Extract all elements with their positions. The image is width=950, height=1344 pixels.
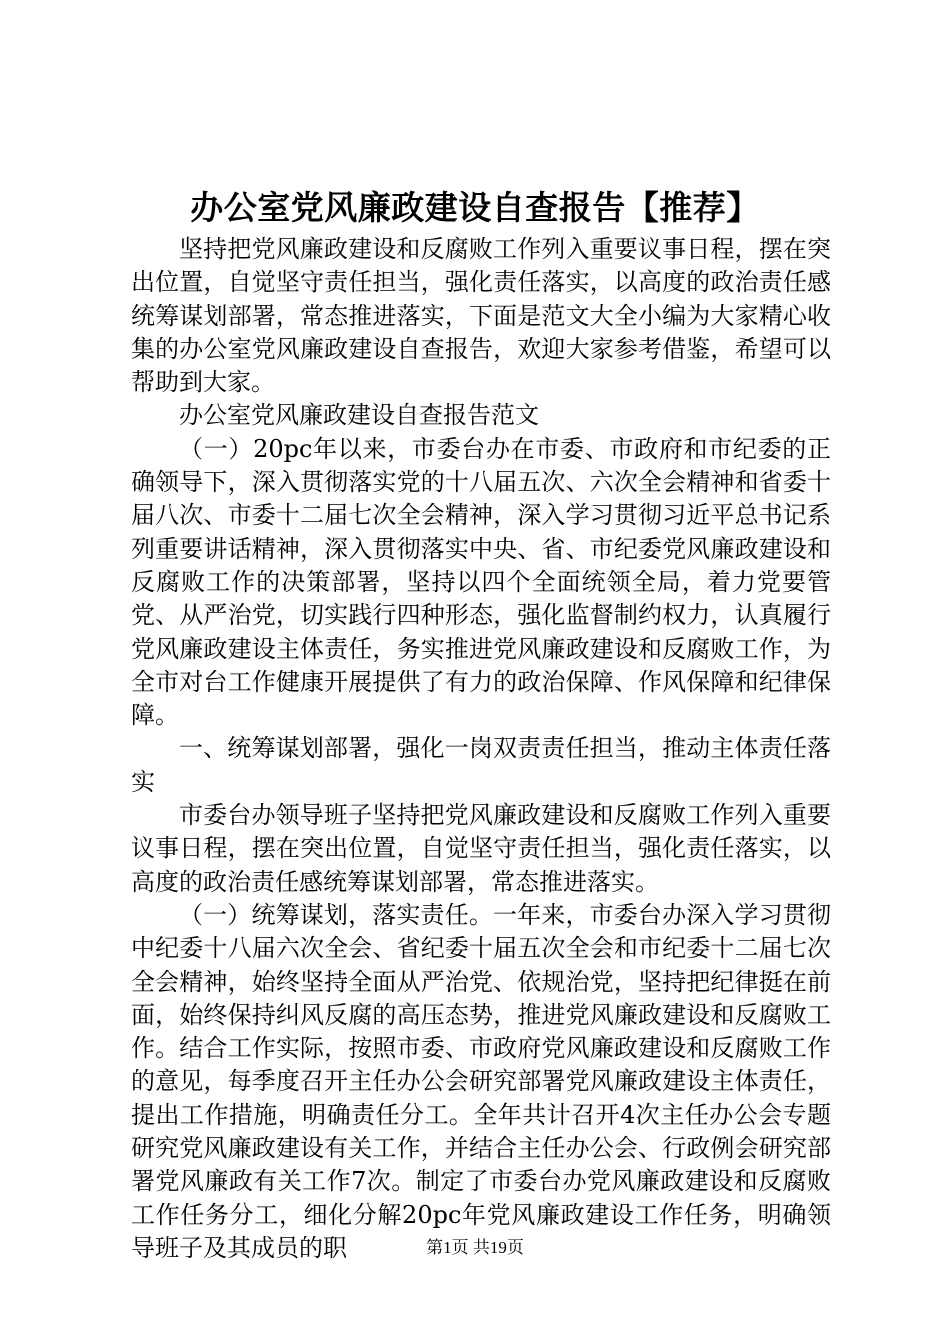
- paragraph-section-detail: （一）统筹谋划，落实责任。一年来，市委台办深入学习贯彻中纪委十八届六次全会、省纪委十届五次全会和市纪委十二届七次全会精神，始终坚持全面从严治党、依规治党，坚持把纪律挺在前面，始终保持纠风反腐的高压态势，推进党风廉政建设和反腐败工作。结合工作实际，按照市委、市政府党风廉政建设和反腐败工作的意见，每季度召开主任办公会研究部署党风廉政建设主体责任，提出工作措施，明确责任分工。全年共计召开4次主任办公会专题研究党风廉政建设有关工作，并结合主任办公会、行政例会研究部署党风廉政有关工作7次。制定了市委台办党风廉政建设和反腐败工作任务分工，细化分解20pc年党风廉政建设工作任务，明确领导班子及其成员的职: [131, 900, 831, 1262]
- document-title: 办公室党风廉政建设自查报告【推荐】: [190, 188, 760, 227]
- paragraph-overview: （一）20pc年以来，市委台办在市委、市政府和市纪委的正确领导下，深入贯彻落实党的十八届五次、六次全会精神和省委十届八次、市委十二届七次全会精神，深入学习贯彻习近平总书记系列重要讲话精神，深入贯彻落实中央、省、市纪委党风廉政建设和反腐败工作的决策部署，坚持以四个全面统领全局，着力党要管党、从严治党，切实践行四种形态，强化监督制约权力，认真履行党风廉政建设主体责任，务实推进党风廉政建设和反腐败工作，为全市对台工作健康开展提供了有力的政治保障、作风保障和纪律保障。: [131, 434, 831, 730]
- paragraph-intro: 坚持把党风廉政建设和反腐败工作列入重要议事日程，摆在突出位置，自觉坚守责任担当，强化责任落实，以高度的政治责任感统筹谋划部署，常态推进落实，下面是范文大全小编为大家精心收集的办公室党风廉政建设自查报告，欢迎大家参考借鉴，希望可以帮助到大家。: [131, 235, 831, 397]
- paragraph-section-heading: 一、统筹谋划部署，强化一岗双责责任担当，推动主体责任落实: [131, 734, 831, 796]
- paragraph-section-summary: 市委台办领导班子坚持把党风廉政建设和反腐败工作列入重要议事日程，摆在突出位置，自觉坚守责任担当，强化责任落实，以高度的政治责任感统筹谋划部署，常态推进落实。: [131, 801, 831, 896]
- page-footer: 第1页 共19页: [426, 1238, 524, 1257]
- paragraph-subtitle: 办公室党风廉政建设自查报告范文: [179, 401, 539, 430]
- document-body: [131, 233, 831, 1265]
